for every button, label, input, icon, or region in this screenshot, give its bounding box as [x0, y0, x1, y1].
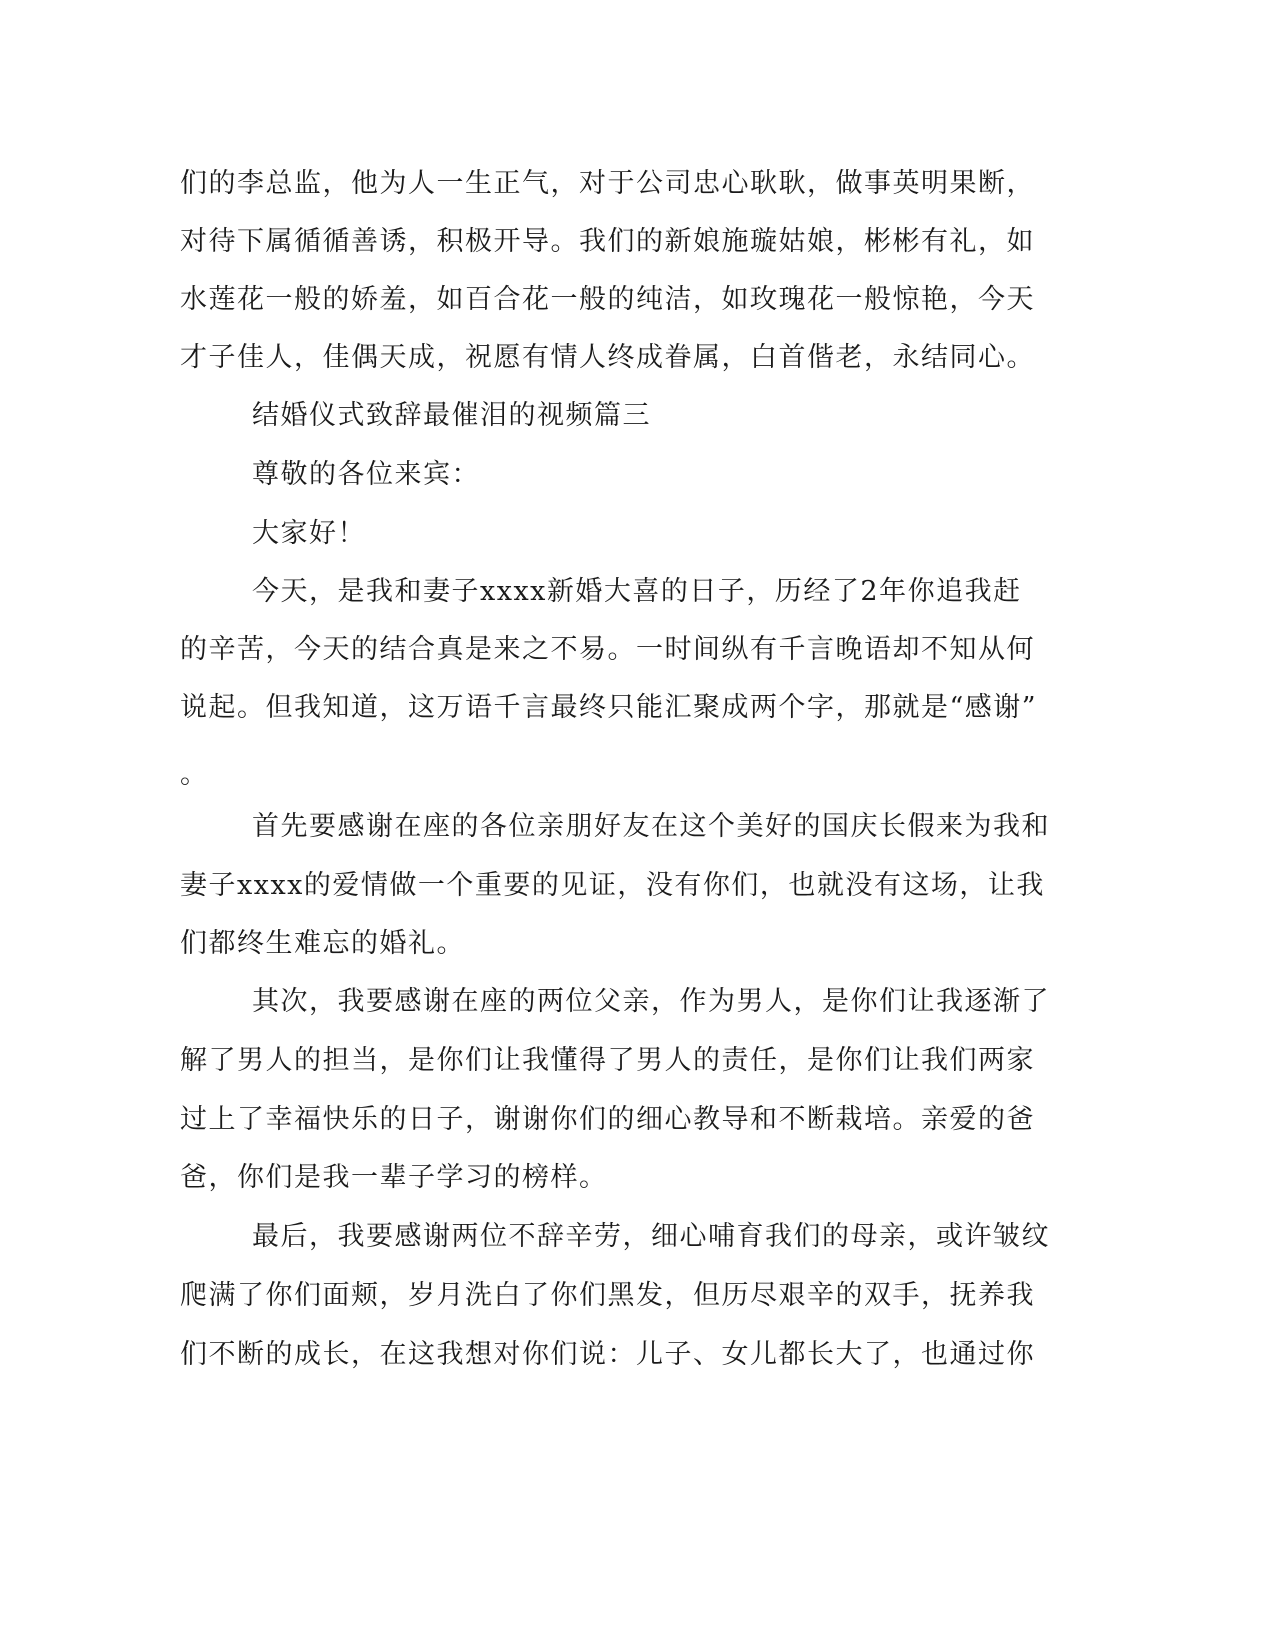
text-line: 爬满了你们面颊，岁月洗白了你们黑发，但历尽艰辛的双手，抚养我 — [180, 1280, 1035, 1311]
text-line: 解了男人的担当，是你们让我懂得了男人的责任，是你们让我们两家 — [180, 1045, 1035, 1076]
section-heading: 结婚仪式致辞最催泪的视频篇三 — [252, 400, 651, 431]
text-line: 们不断的成长，在这我想对你们说：儿子、女儿都长大了，也通过你 — [180, 1339, 1035, 1370]
greeting: 大家好！ — [252, 518, 366, 549]
text-line: 其次，我要感谢在座的两位父亲，作为男人，是你们让我逐渐了 — [252, 986, 1050, 1017]
text-line: 们都终生难忘的婚礼。 — [180, 928, 465, 959]
text-line: 首先要感谢在座的各位亲朋好友在这个美好的国庆长假来为我和 — [252, 811, 1050, 842]
text-line: 说起。但我知道，这万语千言最终只能汇聚成两个字，那就是“感谢” — [180, 692, 1038, 723]
salutation: 尊敬的各位来宾： — [252, 459, 480, 490]
text-line: 。 — [180, 759, 209, 790]
text-line: 爸，你们是我一辈子学习的榜样。 — [180, 1162, 608, 1193]
text-line: 今天，是我和妻子xxxx新婚大喜的日子，历经了2年你追我赶 — [252, 576, 1022, 607]
text-line: 们的李总监，他为人一生正气，对于公司忠心耿耿，做事英明果断， — [180, 168, 1035, 199]
text-line: 最后，我要感谢两位不辞辛劳，细心哺育我们的母亲，或许皱纹 — [252, 1221, 1050, 1252]
text-line: 水莲花一般的娇羞，如百合花一般的纯洁，如玫瑰花一般惊艳，今天 — [180, 284, 1035, 315]
document-page — [180, 150, 1050, 1570]
text-line: 才子佳人，佳偶天成，祝愿有情人终成眷属，白首偕老，永结同心。 — [180, 342, 1035, 373]
text-line: 的辛苦，今天的结合真是来之不易。一时间纵有千言晚语却不知从何 — [180, 634, 1035, 665]
text-line: 妻子xxxx的爱情做一个重要的见证，没有你们，也就没有这场，让我 — [180, 870, 1045, 901]
text-line: 对待下属循循善诱，积极开导。我们的新娘施璇姑娘，彬彬有礼，如 — [180, 226, 1035, 257]
text-line: 过上了幸福快乐的日子，谢谢你们的细心教导和不断栽培。亲爱的爸 — [180, 1104, 1035, 1135]
